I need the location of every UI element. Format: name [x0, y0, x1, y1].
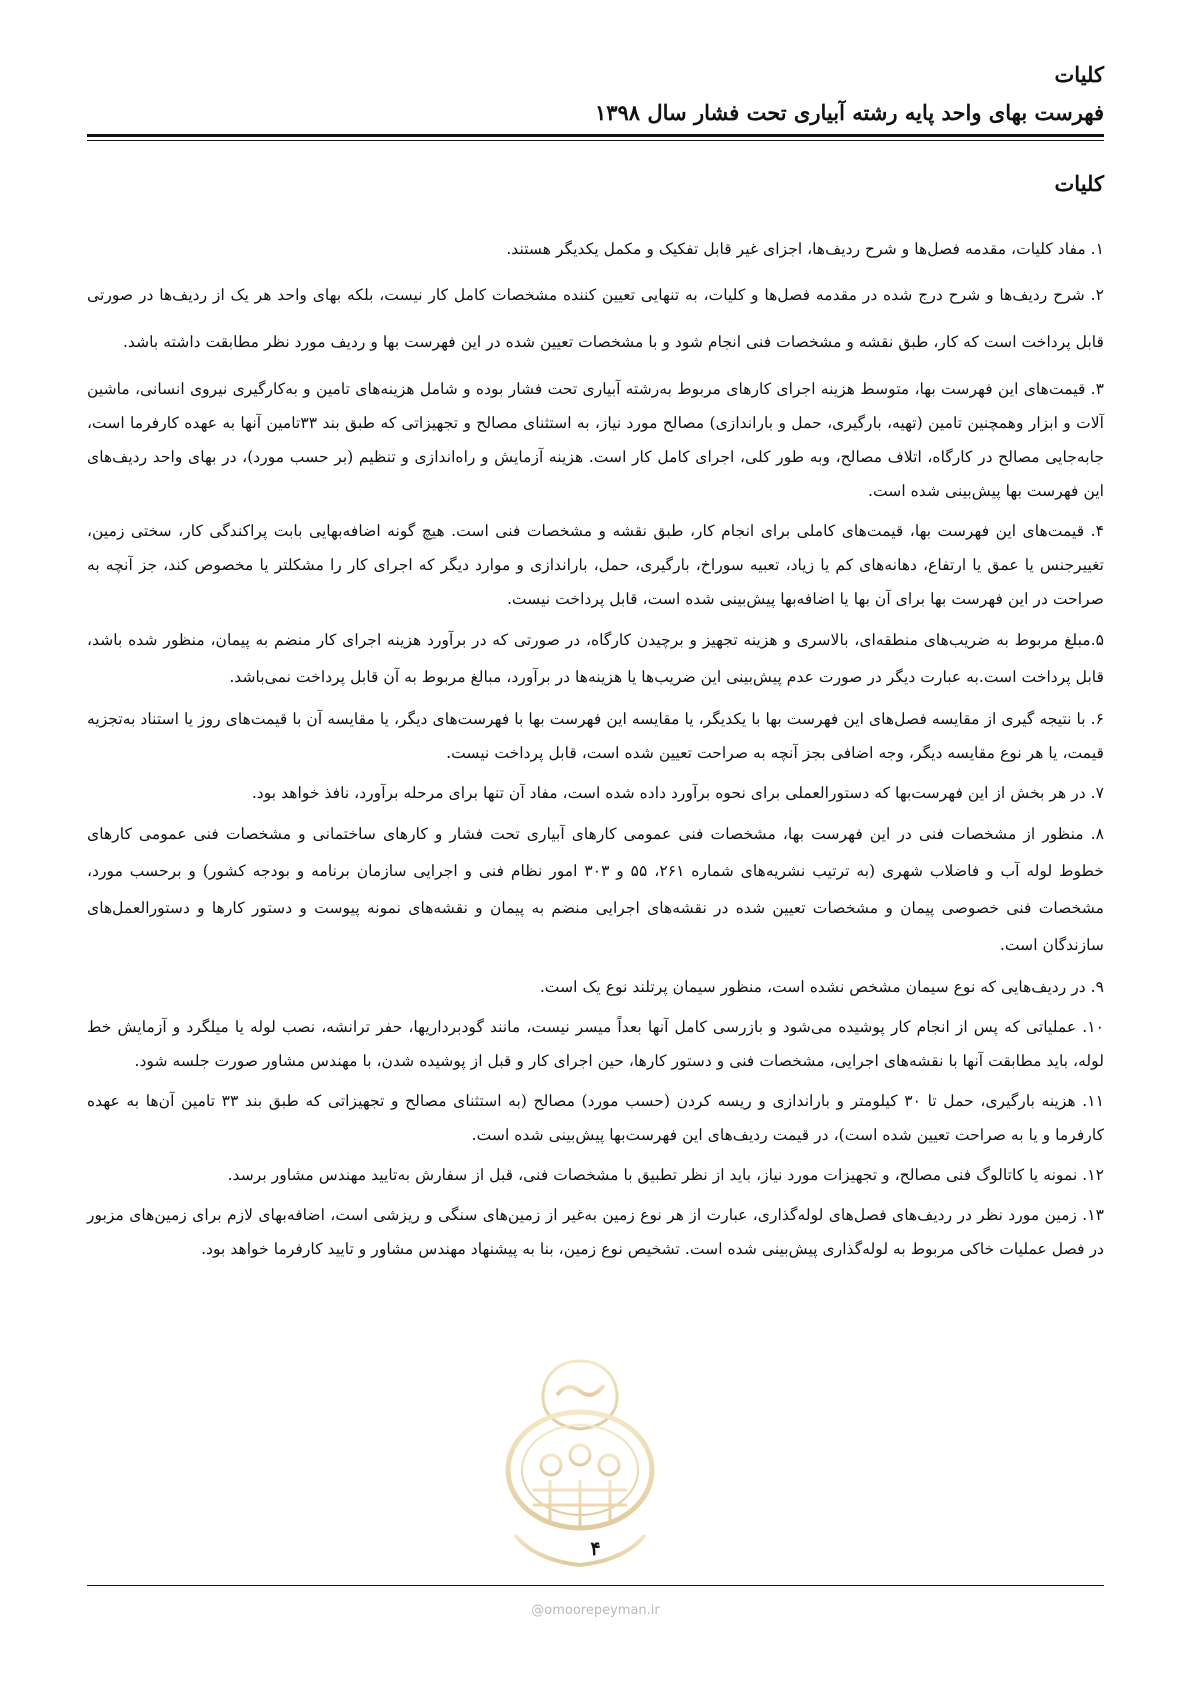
section-title: کلیات	[1054, 171, 1104, 196]
paragraph-11: ۱۱. هزینه بارگیری، حمل تا ۳۰ کیلومتر و باراندازی و ریسه کردن (حسب مورد) مصالح (به استثنای مصالح و تجهیزاتی که طبق بند ۳۳ تامین آن‌ها به عهده کارفرما و یا به صراحت تعیین شده است)، در قیمت ردیف‌های این فهرست‌بها پیش‌بینی شده است.	[87, 1092, 1105, 1144]
header-rule-thick	[87, 134, 1104, 137]
footer-site: @omoorepeyman.ir	[531, 1603, 660, 1618]
paragraph-5: ۵.مبلغ مربوط به ضریب‌های منطقه‌ای، بالاسری و هزینه تجهیز و برچیدن کارگاه، در صورتی که در برآورد هزینه اجرای کار منضم به پیمان، منظور شده باشد، قابل پرداخت است.به عبارت دیگر در صورت عدم پیش‌بینی این ضریب‌ها یا هزینه‌ها در برآورد، مبالغ مربوط به آن قابل پرداخت نمی‌باشد.	[87, 631, 1105, 686]
paragraph-9: ۹. در ردیف‌هایی که نوع سیمان مشخص نشده است، منظور سیمان پرتلند نوع یک است.	[539, 978, 1104, 996]
paragraph-2: ۲. شرح ردیف‌ها و شرح درج شده در مقدمه فصل‌ها و کلیات، به تنهایی تعیین کننده مشخصات کامل کار نیست، بلکه بهای واحد هر یک از ردیف‌ها در صورتی قابل پرداخت است که کار، طبق نقشه و مشخصات فنی انجام شود و با مشخصات تعیین شده در این فهرست بها و ردیف مورد نظر مطابقت داشته باشد.	[87, 286, 1104, 351]
document-body	[87, 232, 1104, 1272]
paragraph-7: ۷. در هر بخش از این فهرست‌بها که دستورالعملی برای نحوه برآورد داده شده است، مفاد آن تنها برای مرحله برآورد، نافذ خواهد بود.	[251, 784, 1104, 802]
page-number: ۴	[590, 1538, 601, 1560]
header-subtitle: فهرست بهای واحد پایه رشته آبیاری تحت فشار سال ۱۳۹۸	[594, 100, 1104, 125]
paragraph-10: ۱۰. عملیاتی که پس از انجام کار پوشیده می‌شود و بازرسی کامل آنها بعداً میسر نیست، مانند گودبرداریها، حفر ترانشه، نصب لوله یا میلگرد و آزمایش خط لوله، باید مطابقت آنها با نقشه‌های اجرایی، مشخصات فنی و دستور کارها، حین اجرای کار و قبل از پوشیده شدن، با مهندس مشاور صورت جلسه شود.	[87, 1018, 1104, 1070]
paragraph-1: ۱. مفاد کلیات، مقدمه فصل‌ها و شرح ردیف‌ها، اجزای غیر قابل تفکیک و مکمل یکدیگر هستند.	[506, 240, 1104, 258]
paragraph-4: ۴. قیمت‌های این فهرست بها، قیمت‌های کاملی برای انجام کار، طبق نقشه و مشخصات فنی است. هیچ گونه اضافه‌بهایی بابت پراکندگی کار، سختی زمین، تغییرجنس یا عمق یا ارتفاع، دهانه‌های کم یا زیاد، تعبیه سوراخ، بارگیری، حمل، باراندازی و موارد دیگر که اجرای کار را مشکلتر یا مخصوص کند، جز آنچه به صراحت در این فهرست بها برای آن بها یا اضافه‌بها پیش‌بینی شده است، قابل پرداخت نیست.	[87, 522, 1104, 608]
header-rule-thin	[87, 140, 1104, 141]
header-section-title: کلیات	[1054, 62, 1104, 87]
paragraph-13: ۱۳. زمین مورد نظر در ردیف‌های فصل‌های لوله‌گذاری، عبارت از هر نوع زمین به‌غیر از زمین‌های سنگی و ریزشی است، اضافه‌بهای لازم برای زمین‌های مزبور در فصل عملیات خاکی مربوط به لوله‌گذاری پیش‌بینی شده است. تشخیص نوع زمین، بنا به پیشنهاد مهندس مشاور و تایید کارفرما خواهد بود.	[87, 1206, 1104, 1258]
paragraph-12: ۱۲. نمونه یا کاتالوگ فنی مصالح، و تجهیزات مورد نیاز، باید از نظر تطبیق با مشخصات فنی، قبل از سفارش به‌تایید مهندس مشاور برسد.	[227, 1166, 1104, 1184]
paragraph-3: ۳. قیمت‌های این فهرست بها، متوسط هزینه اجرای کارهای مربوط به‌رشته آبیاری تحت فشار بوده و شامل هزینه‌های تامین و به‌کارگیری نیروی انسانی، ماشین آلات و ابزار وهمچنین تامین (تهیه، بارگیری، حمل و باراندازی) مصالح مورد نیاز، به استثنای مصالح و تجهیزاتی که طبق بند ۳۳تامین آنها به عهده کارفرما است، جابه‌جایی مصالح در کارگاه، اتلاف مصالح، وبه طور کلی، اجرای کامل کار است. هزینه آزمایش و راه‌اندازی و تنظیم (بر حسب مورد)، در بهای واحد ردیف‌های این فهرست بها پیش‌بینی شده است.	[87, 380, 1105, 500]
paragraph-8: ۸. منظور از مشخصات فنی در این فهرست بها، مشخصات فنی عمومی کارهای آبیاری تحت فشار و کارهای ساختمانی و مشخصات فنی عمومی کارهای خطوط لوله آب و فاضلاب شهری (به ترتیب نشریه‌های شماره ۲۶۱، ۵۵ و ۳۰۳ امور نظام فنی و اجرایی سازمان برنامه و بودجه کشور) و برحسب مورد، مشخصات فنی خصوصی پیمان و مشخصات تعیین شده در نقشه‌های اجرایی منضم به پیمان و نقشه‌های نمونه پیوست و دستور کارها و دستورالعمل‌های سازندگان است.	[87, 825, 1104, 954]
footer-rule	[87, 1585, 1104, 1586]
paragraph-6: ۶. با نتیجه گیری از مقایسه فصل‌های این فهرست بها با یکدیگر، یا مقایسه این فهرست بها با فهرست‌های دیگر، یا مقایسه آن با قیمت‌های روز یا استناد به‌تجزیه قیمت، یا هر نوع مقایسه دیگر، وجه اضافی بجز آنچه به صراحت تعیین شده است، قابل پرداخت نیست.	[87, 710, 1104, 762]
